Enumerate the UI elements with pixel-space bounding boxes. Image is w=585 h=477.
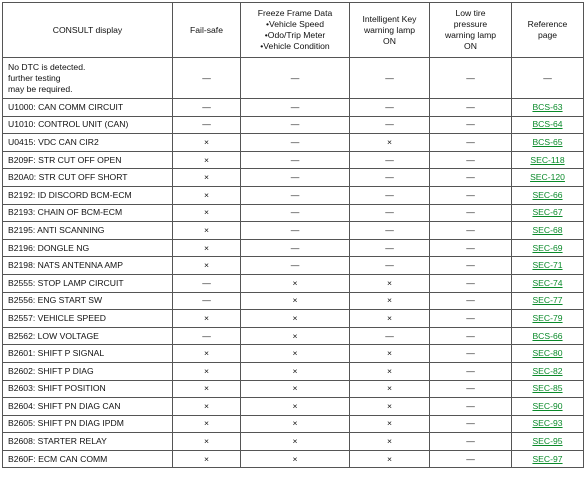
- cell-value: —: [202, 101, 211, 112]
- dtc-label: B2555: STOP LAMP CIRCUIT: [8, 277, 124, 288]
- cell-value: ×: [203, 312, 210, 323]
- cell-reference-page: [512, 204, 584, 222]
- cell-consult-display: [3, 398, 173, 416]
- cell-value: —: [290, 172, 300, 183]
- cell-freeze-frame: [241, 310, 350, 328]
- table-row: [3, 116, 584, 134]
- cell-freeze-frame: [241, 204, 350, 222]
- cell-value: —: [466, 453, 475, 464]
- cell-low-tire: [430, 362, 512, 380]
- cell-value: —: [385, 260, 394, 271]
- cell-freeze-frame: [241, 257, 350, 275]
- reference-link[interactable]: SEC-66: [532, 189, 563, 200]
- cell-low-tire: [430, 398, 512, 416]
- cell-value: ×: [386, 348, 393, 359]
- cell-value: ×: [386, 453, 393, 464]
- table-row: [3, 415, 584, 433]
- cell-value: —: [385, 154, 394, 165]
- dtc-label: B20A0: STR CUT OFF SHORT: [8, 172, 128, 183]
- dtc-label: B2196: DONGLE NG: [8, 242, 90, 253]
- cell-fail-safe: [173, 134, 241, 152]
- reference-link[interactable]: SEC-67: [532, 207, 563, 218]
- cell-freeze-frame: [241, 327, 350, 345]
- cell-value: ×: [203, 436, 210, 447]
- cell-reference-page: [512, 380, 584, 398]
- dtc-label: U0415: VDC CAN CIR2: [8, 136, 99, 147]
- cell-value: ×: [386, 436, 393, 447]
- cell-consult-display: [3, 327, 173, 345]
- reference-link[interactable]: SEC-68: [532, 224, 563, 235]
- cell-value: ×: [386, 136, 393, 147]
- cell-consult-display: [3, 58, 173, 99]
- cell-reference-page: [512, 398, 584, 416]
- cell-freeze-frame: [241, 450, 350, 468]
- header-fail-safe: Fail-safe: [173, 3, 241, 58]
- cell-value: ×: [386, 295, 393, 306]
- cell-value: —: [385, 207, 394, 218]
- cell-value: —: [385, 172, 394, 183]
- table-row: [3, 362, 584, 380]
- cell-value: —: [290, 260, 300, 271]
- cell-value: —: [385, 72, 394, 83]
- table-row: [3, 274, 584, 292]
- dtc-label: B2556: ENG START SW: [8, 295, 103, 306]
- cell-consult-display: [3, 257, 173, 275]
- dtc-label: U1000: CAN COMM CIRCUIT: [8, 101, 124, 112]
- cell-value: —: [290, 119, 300, 130]
- cell-low-tire: [430, 134, 512, 152]
- cell-reference-page: [512, 99, 584, 117]
- header-intelligent-key-lamp: Intelligent Key warning lamp ON: [350, 3, 430, 58]
- cell-low-tire: [430, 345, 512, 363]
- cell-value: —: [385, 101, 394, 112]
- reference-link[interactable]: SEC-69: [532, 242, 563, 253]
- table-row: [3, 398, 584, 416]
- reference-link[interactable]: SEC-82: [532, 365, 563, 376]
- cell-value: ×: [292, 365, 298, 376]
- reference-link[interactable]: SEC-85: [532, 383, 563, 394]
- cell-consult-display: [3, 134, 173, 152]
- cell-intelligent-key: [350, 415, 430, 433]
- table-row: [3, 186, 584, 204]
- cell-value: —: [466, 295, 475, 306]
- cell-intelligent-key: [350, 310, 430, 328]
- cell-value: —: [385, 224, 394, 235]
- dtc-label: B2195: ANTI SCANNING: [8, 224, 105, 235]
- cell-consult-display: [3, 450, 173, 468]
- cell-intelligent-key: [350, 186, 430, 204]
- cell-freeze-frame: [241, 134, 350, 152]
- cell-fail-safe: [173, 58, 241, 99]
- cell-value: ×: [386, 383, 393, 394]
- cell-value: —: [466, 348, 475, 359]
- dtc-label: B2608: STARTER RELAY: [8, 436, 107, 447]
- cell-value: —: [466, 312, 475, 323]
- cell-freeze-frame: [241, 116, 350, 134]
- dtc-label: B2602: SHIFT P DIAG: [8, 365, 94, 376]
- cell-consult-display: [3, 292, 173, 310]
- cell-low-tire: [430, 222, 512, 240]
- cell-fail-safe: [173, 345, 241, 363]
- cell-value: ×: [386, 277, 393, 288]
- reference-link[interactable]: SEC-118: [530, 154, 565, 165]
- cell-value: ×: [203, 172, 210, 183]
- cell-intelligent-key: [350, 204, 430, 222]
- cell-value: —: [290, 189, 300, 200]
- dtc-label: B2198: NATS ANTENNA AMP: [8, 260, 123, 271]
- cell-value: ×: [203, 242, 210, 253]
- cell-consult-display: [3, 151, 173, 169]
- reference-link[interactable]: SEC-90: [532, 400, 563, 411]
- cell-value: ×: [292, 383, 298, 394]
- cell-value: —: [290, 101, 300, 112]
- cell-consult-display: [3, 222, 173, 240]
- cell-low-tire: [430, 99, 512, 117]
- cell-value: —: [202, 330, 211, 341]
- cell-reference-page: [512, 433, 584, 451]
- table-row: [3, 169, 584, 187]
- cell-fail-safe: [173, 362, 241, 380]
- cell-fail-safe: [173, 99, 241, 117]
- cell-value: —: [466, 277, 475, 288]
- cell-value: ×: [203, 348, 210, 359]
- cell-value: —: [385, 242, 394, 253]
- cell-fail-safe: [173, 186, 241, 204]
- cell-consult-display: [3, 204, 173, 222]
- reference-link[interactable]: SEC-95: [532, 436, 563, 447]
- cell-reference-page: [512, 415, 584, 433]
- cell-value: ×: [203, 207, 210, 218]
- cell-reference-page: [512, 239, 584, 257]
- cell-freeze-frame: [241, 345, 350, 363]
- cell-low-tire: [430, 239, 512, 257]
- cell-fail-safe: [173, 310, 241, 328]
- cell-value: —: [290, 136, 300, 147]
- cell-value: —: [466, 436, 475, 447]
- cell-intelligent-key: [350, 134, 430, 152]
- dtc-label: B2605: SHIFT PN DIAG IPDM: [8, 418, 124, 429]
- cell-freeze-frame: [241, 292, 350, 310]
- dtc-label: B2562: LOW VOLTAGE: [8, 330, 99, 341]
- cell-fail-safe: [173, 327, 241, 345]
- table-row: [3, 292, 584, 310]
- cell-consult-display: [3, 433, 173, 451]
- header-low-tire-lamp: Low tire pressure warning lamp ON: [430, 3, 512, 58]
- cell-freeze-frame: [241, 239, 350, 257]
- cell-freeze-frame: [241, 380, 350, 398]
- table-row: [3, 204, 584, 222]
- cell-value: —: [466, 383, 475, 394]
- cell-value: —: [385, 330, 394, 341]
- cell-freeze-frame: [241, 274, 350, 292]
- cell-intelligent-key: [350, 222, 430, 240]
- cell-intelligent-key: [350, 327, 430, 345]
- cell-consult-display: [3, 116, 173, 134]
- cell-intelligent-key: [350, 433, 430, 451]
- cell-consult-display: [3, 310, 173, 328]
- table-row: [3, 310, 584, 328]
- cell-intelligent-key: [350, 450, 430, 468]
- cell-intelligent-key: [350, 58, 430, 99]
- reference-link[interactable]: BCS-66: [532, 330, 563, 341]
- cell-intelligent-key: [350, 151, 430, 169]
- cell-value: —: [466, 224, 475, 235]
- cell-value: —: [466, 260, 475, 271]
- cell-low-tire: [430, 292, 512, 310]
- dtc-table: [2, 2, 584, 468]
- reference-link[interactable]: BCS-64: [532, 119, 563, 130]
- cell-reference-page: [512, 310, 584, 328]
- cell-fail-safe: [173, 380, 241, 398]
- dtc-label: B260F: ECM CAN COMM: [8, 453, 108, 464]
- cell-value: —: [466, 242, 475, 253]
- reference-link[interactable]: BCS-65: [532, 136, 563, 147]
- cell-intelligent-key: [350, 345, 430, 363]
- dtc-label: B2557: VEHICLE SPEED: [8, 312, 106, 323]
- cell-fail-safe: [173, 151, 241, 169]
- cell-reference-page: [512, 257, 584, 275]
- cell-value: —: [385, 189, 394, 200]
- reference-link[interactable]: SEC-80: [532, 348, 563, 359]
- cell-value: —: [466, 207, 475, 218]
- cell-consult-display: [3, 274, 173, 292]
- cell-value: —: [466, 418, 475, 429]
- header-row: [3, 3, 584, 58]
- cell-consult-display: [3, 169, 173, 187]
- cell-low-tire: [430, 116, 512, 134]
- cell-value: —: [466, 119, 475, 130]
- cell-value: ×: [203, 418, 210, 429]
- cell-fail-safe: [173, 398, 241, 416]
- reference-link[interactable]: SEC-93: [532, 418, 563, 429]
- table-row: [3, 99, 584, 117]
- cell-value: —: [543, 72, 552, 83]
- cell-freeze-frame: [241, 99, 350, 117]
- reference-link[interactable]: SEC-97: [532, 453, 563, 464]
- reference-link[interactable]: SEC-74: [532, 277, 563, 288]
- cell-value: —: [466, 189, 475, 200]
- cell-consult-display: [3, 415, 173, 433]
- cell-low-tire: [430, 433, 512, 451]
- cell-reference-page: [512, 274, 584, 292]
- cell-intelligent-key: [350, 99, 430, 117]
- cell-low-tire: [430, 274, 512, 292]
- cell-reference-page: [512, 327, 584, 345]
- cell-freeze-frame: [241, 169, 350, 187]
- cell-value: —: [385, 119, 394, 130]
- cell-fail-safe: [173, 450, 241, 468]
- cell-value: —: [202, 277, 211, 288]
- cell-value: ×: [292, 312, 298, 323]
- cell-value: —: [466, 101, 475, 112]
- cell-reference-page: [512, 345, 584, 363]
- cell-value: ×: [203, 260, 210, 271]
- cell-reference-page: [512, 222, 584, 240]
- cell-intelligent-key: [350, 257, 430, 275]
- cell-consult-display: [3, 380, 173, 398]
- cell-reference-page: [512, 116, 584, 134]
- cell-consult-display: [3, 345, 173, 363]
- cell-reference-page: [512, 292, 584, 310]
- cell-value: ×: [203, 189, 210, 200]
- cell-low-tire: [430, 310, 512, 328]
- dtc-label: B2193: CHAIN OF BCM-ECM: [8, 207, 123, 218]
- cell-intelligent-key: [350, 380, 430, 398]
- cell-consult-display: [3, 186, 173, 204]
- cell-reference-page: [512, 151, 584, 169]
- cell-value: —: [290, 154, 300, 165]
- cell-value: —: [466, 400, 475, 411]
- cell-consult-display: [3, 239, 173, 257]
- cell-fail-safe: [173, 169, 241, 187]
- cell-value: —: [290, 207, 300, 218]
- cell-reference-page: [512, 450, 584, 468]
- cell-reference-page: [512, 169, 584, 187]
- cell-value: ×: [203, 453, 210, 464]
- cell-consult-display: [3, 362, 173, 380]
- cell-low-tire: [430, 257, 512, 275]
- cell-value: ×: [386, 400, 393, 411]
- dtc-label: U1010: CONTROL UNIT (CAN): [8, 119, 129, 130]
- cell-value: ×: [292, 453, 298, 464]
- reference-link[interactable]: SEC-120: [530, 172, 565, 183]
- table-row: [3, 450, 584, 468]
- cell-value: —: [466, 136, 475, 147]
- cell-value: ×: [386, 365, 393, 376]
- cell-low-tire: [430, 450, 512, 468]
- cell-fail-safe: [173, 274, 241, 292]
- cell-freeze-frame: [241, 151, 350, 169]
- cell-freeze-frame: [241, 398, 350, 416]
- cell-value: ×: [203, 383, 210, 394]
- reference-link[interactable]: SEC-71: [532, 260, 563, 271]
- cell-reference-page: [512, 58, 584, 99]
- cell-value: ×: [292, 330, 298, 341]
- cell-value: —: [290, 72, 300, 83]
- header-consult-display: CONSULT display: [3, 3, 173, 58]
- cell-value: —: [466, 72, 475, 83]
- cell-low-tire: [430, 186, 512, 204]
- table-row: [3, 433, 584, 451]
- dtc-label: B2603: SHIFT POSITION: [8, 383, 106, 394]
- table-row: [3, 239, 584, 257]
- cell-freeze-frame: [241, 58, 350, 99]
- cell-value: —: [290, 224, 300, 235]
- cell-value: —: [466, 365, 475, 376]
- cell-value: ×: [203, 224, 210, 235]
- cell-low-tire: [430, 169, 512, 187]
- cell-value: ×: [386, 312, 393, 323]
- cell-fail-safe: [173, 292, 241, 310]
- cell-reference-page: [512, 134, 584, 152]
- cell-value: ×: [292, 436, 298, 447]
- cell-low-tire: [430, 151, 512, 169]
- cell-intelligent-key: [350, 239, 430, 257]
- cell-value: —: [466, 154, 475, 165]
- cell-freeze-frame: [241, 433, 350, 451]
- cell-value: —: [202, 72, 211, 83]
- table-row: [3, 257, 584, 275]
- table-row: [3, 345, 584, 363]
- reference-link[interactable]: SEC-77: [532, 295, 563, 306]
- dtc-label: B2601: SHIFT P SIGNAL: [8, 348, 105, 359]
- cell-freeze-frame: [241, 222, 350, 240]
- cell-value: ×: [292, 295, 298, 306]
- cell-intelligent-key: [350, 274, 430, 292]
- table-row: [3, 327, 584, 345]
- table-row: [3, 58, 584, 99]
- cell-fail-safe: [173, 257, 241, 275]
- cell-intelligent-key: [350, 169, 430, 187]
- cell-value: —: [202, 119, 211, 130]
- header-freeze-frame-data: Freeze Frame Data •Vehicle Speed •Odo/Trip Meter •Vehicle Condition: [241, 3, 350, 58]
- table-row: [3, 151, 584, 169]
- cell-freeze-frame: [241, 362, 350, 380]
- cell-consult-display: [3, 99, 173, 117]
- cell-fail-safe: [173, 415, 241, 433]
- cell-freeze-frame: [241, 415, 350, 433]
- cell-value: ×: [203, 365, 210, 376]
- cell-reference-page: [512, 362, 584, 380]
- cell-value: —: [202, 295, 211, 306]
- table-row: [3, 134, 584, 152]
- dtc-label: B2192: ID DISCORD BCM-ECM: [8, 189, 132, 200]
- dtc-label: No DTC is detected. further testing may be required.: [8, 61, 86, 94]
- table-row: [3, 222, 584, 240]
- cell-low-tire: [430, 327, 512, 345]
- cell-freeze-frame: [241, 186, 350, 204]
- reference-link[interactable]: BCS-63: [532, 101, 563, 112]
- cell-value: —: [290, 242, 300, 253]
- cell-intelligent-key: [350, 362, 430, 380]
- cell-fail-safe: [173, 204, 241, 222]
- cell-low-tire: [430, 415, 512, 433]
- dtc-label: B209F: STR CUT OFF OPEN: [8, 154, 122, 165]
- cell-fail-safe: [173, 433, 241, 451]
- cell-value: ×: [203, 136, 210, 147]
- dtc-label: B2604: SHIFT PN DIAG CAN: [8, 400, 121, 411]
- cell-value: ×: [292, 277, 298, 288]
- cell-value: —: [466, 330, 475, 341]
- cell-value: ×: [292, 400, 298, 411]
- reference-link[interactable]: SEC-79: [532, 312, 563, 323]
- cell-intelligent-key: [350, 398, 430, 416]
- cell-reference-page: [512, 186, 584, 204]
- cell-intelligent-key: [350, 292, 430, 310]
- cell-value: —: [466, 172, 475, 183]
- cell-value: ×: [292, 348, 298, 359]
- cell-low-tire: [430, 58, 512, 99]
- header-reference-page: Reference page: [512, 3, 584, 58]
- cell-fail-safe: [173, 239, 241, 257]
- cell-fail-safe: [173, 116, 241, 134]
- cell-value: ×: [203, 400, 210, 411]
- cell-value: ×: [203, 154, 210, 165]
- cell-low-tire: [430, 380, 512, 398]
- cell-intelligent-key: [350, 116, 430, 134]
- cell-low-tire: [430, 204, 512, 222]
- cell-value: ×: [386, 418, 393, 429]
- table-body: [3, 58, 584, 468]
- cell-value: ×: [292, 418, 298, 429]
- table-row: [3, 380, 584, 398]
- cell-fail-safe: [173, 222, 241, 240]
